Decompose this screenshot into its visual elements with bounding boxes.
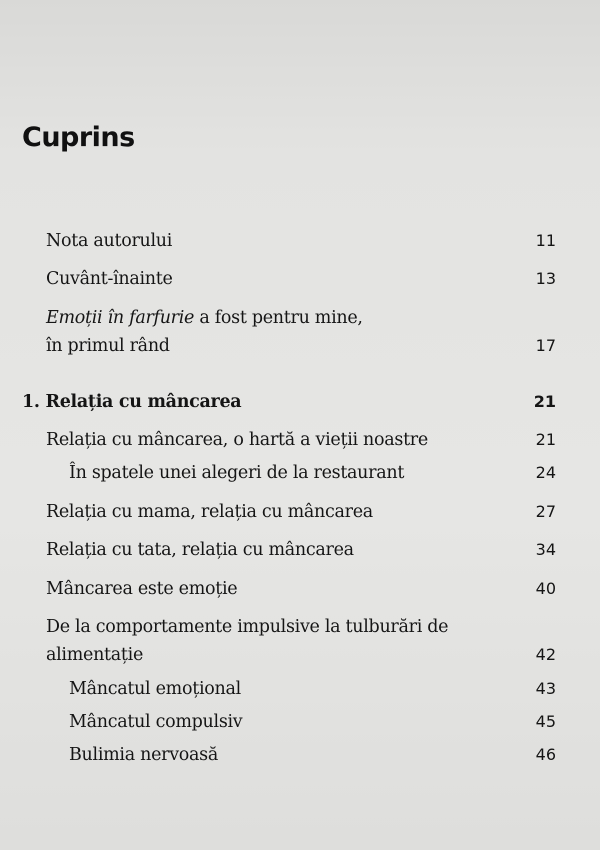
toc-page-number: 46 — [535, 745, 556, 764]
toc-page-number: 13 — [535, 269, 556, 288]
toc-entry-relatia-cu-mama: Relația cu mama, relația cu mâncarea — [46, 502, 373, 522]
toc-entry-line2: în primul rând — [46, 336, 170, 356]
toc-entry-alegeri-restaurant: În spatele unei alegeri de la restaurant — [69, 463, 405, 483]
page-title: Cuprins — [22, 122, 135, 153]
toc-entry-cuvant-inainte: Cuvânt-înainte — [46, 269, 173, 289]
toc-page-number: 27 — [535, 502, 556, 521]
book-title-italic: Emoții în — [46, 308, 124, 328]
toc-entry-relatia-cu-tata: Relația cu tata, relația cu mâncarea — [46, 540, 354, 560]
toc-entry-mancatul-emotional: Mâncatul emoțional — [69, 679, 241, 699]
toc-entry-text: a fost pentru mine, — [194, 308, 363, 328]
toc-page-number: 45 — [535, 712, 556, 731]
toc-entry-mancatul-compulsiv: Mâncatul compulsiv — [69, 712, 243, 732]
toc-entry-nota-autorului: Nota autorului — [46, 231, 173, 251]
toc-page-number: 42 — [535, 645, 556, 664]
toc-page-number: 11 — [535, 231, 556, 250]
toc-entry-comportamente-impulsive: De la comportamente impulsive la tulburări de — [46, 617, 449, 637]
toc-page-number: 34 — [535, 540, 556, 559]
toc-entry-harta-vietii: Relația cu mâncarea, o hartă a vieții noastre — [46, 430, 428, 450]
toc-entry-emotii-in-farfurie — [46, 307, 363, 329]
toc-entry-mancarea-emotie: Mâncarea este emoție — [46, 579, 238, 599]
toc-page-number: 21 — [535, 430, 556, 449]
toc-page-number: 24 — [535, 463, 556, 482]
toc-entry-line2: alimentație — [46, 645, 144, 665]
book-title-italic: farfurie — [129, 308, 195, 328]
toc-chapter-1: 1. Relația cu mâncarea — [22, 392, 242, 412]
toc-entry-bulimia-nervoasa: Bulimia nervoasă — [69, 745, 218, 765]
toc-page-number: 43 — [535, 679, 556, 698]
toc-page-number: 40 — [535, 579, 556, 598]
toc-page-number: 17 — [535, 336, 556, 355]
toc-page-number: 21 — [533, 392, 556, 411]
